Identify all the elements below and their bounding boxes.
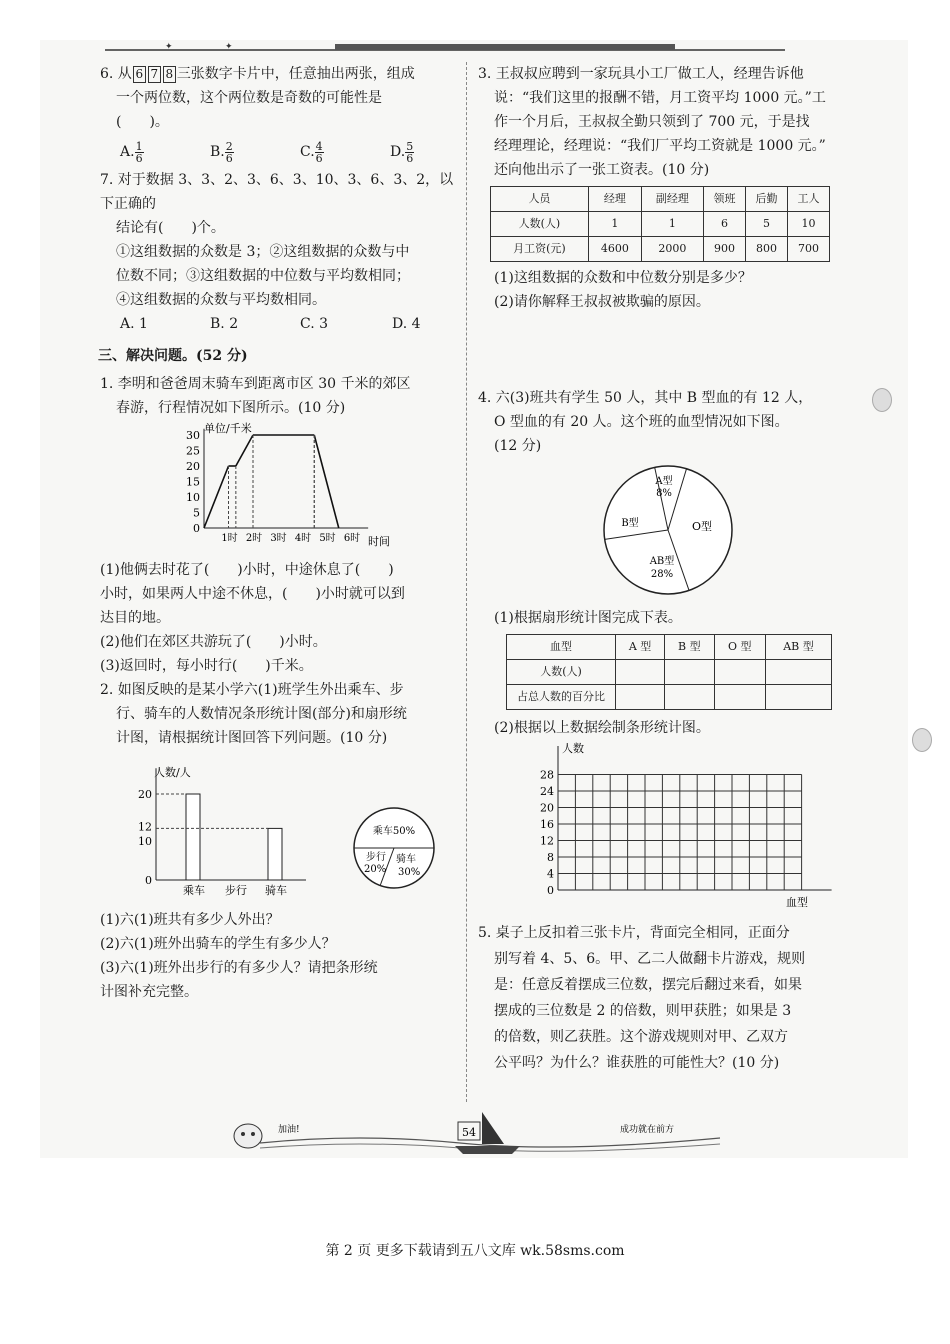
y-tick-label: 20 <box>138 788 152 801</box>
blood-table-header: 血型 A 型 B 型 O 型 AB 型 <box>507 635 832 660</box>
x-tick-label: 5时 <box>319 533 336 544</box>
q7-option-b[interactable]: B. 2 <box>210 316 239 332</box>
p3-line4: 经理理论，经理说：“我们厂平均工资就是 1000 元。” <box>494 138 826 154</box>
y-tick-label: 0 <box>193 522 200 535</box>
q6-option-c[interactable]: C. $\frac{4}{6}$ <box>300 139 323 165</box>
problem-2 <box>100 678 460 1004</box>
wage-table-row: 月工资(元) 4600 2000 900 800 700 <box>491 237 830 262</box>
p5-line1: 5. 桌子上反扣着三张卡片，背面完全相同，正面分 <box>478 925 790 941</box>
p3-line3: 作一个月后，王叔叔全勤只领到了 700 元，于是找 <box>494 114 810 130</box>
p1-sub1-end: 达目的地。 <box>100 610 170 626</box>
blood-type-bar-grid[interactable] <box>478 740 868 912</box>
digit-card-6: 6 <box>133 66 146 83</box>
question-7 <box>100 168 460 338</box>
column-divider <box>466 62 467 1102</box>
pie-label-walk-pct: 20% <box>364 864 387 875</box>
p2-sub3-cont: 计图补充完整。 <box>100 984 198 1000</box>
pie-label-bus: 乘车50% <box>372 826 416 837</box>
wage-table-header: 人员 经理 副经理 领班 后勤 工人 <box>491 187 830 212</box>
blood-table-row: 人数(人) <box>507 660 832 685</box>
digit-card-8: 8 <box>163 66 176 83</box>
pie-label-walk: 步行 <box>366 852 386 863</box>
section-3-heading: 三、解决问题。(52 分) <box>98 348 248 364</box>
pie-label-ab-pct: 28% <box>650 569 674 580</box>
p3-line2: 说：“我们这里的报酬不错，月工资平均 1000 元。”工 <box>494 90 826 106</box>
q6-option-b[interactable]: B. $\frac{2}{6}$ <box>210 139 233 165</box>
q7-line3: ①这组数据的众数是 3；②这组数据的众数与中 <box>116 244 410 260</box>
pie-label-b: B型 <box>621 518 639 529</box>
p5-line5: 的倍数，则乙获胜。这个游戏规则对甲、乙双方 <box>494 1029 788 1045</box>
p4-xlabel: 血型 <box>786 896 808 909</box>
download-footer: 第 2 页 更多下载请到五八文库 wk.58sms.com <box>325 1243 625 1259</box>
p1-sub1: (1)他俩去时花了( )小时，中途休息了( ) <box>100 562 394 578</box>
svg-text:✦: ✦ <box>225 42 233 52</box>
p5-line4: 摆成的三位数是 2 的倍数，则甲获胜；如果是 3 <box>494 1003 792 1019</box>
binder-hole <box>872 388 892 412</box>
pie-label-bike-pct: 30% <box>398 867 421 878</box>
x-tick-label: 3时 <box>270 533 287 544</box>
transport-charts <box>100 750 460 900</box>
q6-line2: 一个两位数，这个两位数是奇数的可能性是 <box>116 90 382 106</box>
q6-text-rest: 三张数字卡片中，任意抽出两张，组成 <box>176 66 415 82</box>
answer-space[interactable] <box>478 314 868 386</box>
p2-line3: 计图，请根据统计图回答下列问题。(10 分) <box>116 730 388 746</box>
problem-1 <box>100 372 460 678</box>
pie-label-a-pct: 8% <box>656 488 672 499</box>
p2-sub2: (2)六(1)班外出骑车的学生有多少人？ <box>100 936 336 952</box>
q6-line3: ( )。 <box>116 114 169 130</box>
y-tick-label: 28 <box>540 768 554 782</box>
y-tick-label: 4 <box>547 867 554 881</box>
pie-label-bike: 骑车 <box>396 854 416 865</box>
footer-right-text: 成功就在前方 <box>620 1125 675 1135</box>
p4-sub1: (1)根据扇形统计图完成下表。 <box>494 610 682 626</box>
x-tick-label: 6时 <box>343 533 361 544</box>
x-tick-label: 乘车 <box>183 884 205 897</box>
y-tick-label: 20 <box>540 801 554 815</box>
svg-text:✦: ✦ <box>165 42 173 52</box>
binder-hole <box>912 728 932 752</box>
p1-line1: 1. 李明和爸爸周末骑车到距离市区 30 千米的郊区 <box>100 376 411 392</box>
q7-line2: 结论有( )个。 <box>116 220 225 236</box>
q6-option-d[interactable]: D. $\frac{5}{6}$ <box>390 139 414 165</box>
x-tick-label: 骑车 <box>265 884 287 897</box>
q7-line1: 7. 对于数据 3、3、2、3、6、3、10、3、6、3、2，以下正确的 <box>100 172 454 212</box>
bar <box>186 794 200 880</box>
y-tick-label: 8 <box>547 851 554 864</box>
y-tick-label: 30 <box>186 429 200 442</box>
p1-sub3: (3)返回时，每小时行( )千米。 <box>100 658 313 674</box>
q7-option-d[interactable]: D. 4 <box>392 316 421 332</box>
y-tick-label: 25 <box>186 444 200 458</box>
q6-text-start: 6. 从 <box>100 66 132 82</box>
wage-table <box>490 186 830 262</box>
footer-decoration <box>220 1108 740 1158</box>
problem-4 <box>478 386 868 920</box>
x-tick-label: 4时 <box>294 533 312 544</box>
p2-line2: 行、骑车的人数情况条形统计图(部分)和扇形统 <box>116 706 407 722</box>
p4-line1: 4. 六(3)班共有学生 50 人，其中 B 型血的有 12 人， <box>478 390 813 406</box>
travel-line-chart <box>100 420 460 550</box>
page-number: 54 <box>462 1126 476 1139</box>
p4-ylabel: 人数 <box>562 742 584 755</box>
p1-ylabel: 单位/千米 <box>204 422 252 435</box>
p5-line6: 公平吗？为什么？谁获胜的可能性大？(10 分) <box>494 1055 780 1071</box>
travel-segment <box>314 435 339 528</box>
pie-label-o: O型 <box>691 520 713 533</box>
q7-line4: 位数不同；③这组数据的中位数与平均数相同； <box>116 268 410 284</box>
p3-sub1: (1)这组数据的众数和中位数分别是多少？ <box>494 270 752 286</box>
y-tick-label: 20 <box>186 460 200 473</box>
q7-options <box>100 312 460 338</box>
p1-sub1-cont: 小时，如果两人中途不休息，( )小时就可以到 <box>100 586 405 602</box>
p4-sub2: (2)根据以上数据绘制条形统计图。 <box>494 720 710 736</box>
bar <box>268 828 282 880</box>
p1-sub2: (2)他们在郊区共游玩了( )小时。 <box>100 634 327 650</box>
y-tick-label: 16 <box>540 818 554 831</box>
x-tick-label: 1时 <box>221 533 238 544</box>
p3-line1: 3. 王叔叔应聘到一家玩具小工厂做工人，经理告诉他 <box>478 66 804 82</box>
x-tick-label: 步行 <box>225 884 247 897</box>
mascot-icon <box>234 1124 262 1148</box>
pie-label-ab: AB型 <box>649 556 675 567</box>
blood-type-table <box>506 634 832 710</box>
y-tick-label: 12 <box>540 834 554 848</box>
y-tick-label: 15 <box>186 475 200 489</box>
y-tick-label: 24 <box>540 785 554 798</box>
travel-segment <box>236 435 253 466</box>
p3-line5: 还向他出示了一张工资表。(10 分) <box>494 162 710 178</box>
footer-left-text: 加油! <box>278 1125 300 1135</box>
q7-line5: ④这组数据的众数与平均数相同。 <box>116 292 326 308</box>
y-tick-label: 12 <box>138 820 152 834</box>
y-tick-label: 0 <box>145 874 152 887</box>
y-tick-label: 10 <box>138 835 152 848</box>
p1-line2: 春游，行程情况如下图所示。(10 分) <box>116 400 346 416</box>
y-tick-label: 0 <box>547 884 554 897</box>
p5-line3: 是：任意反着摆成三位数，摆完后翻过来看，如果 <box>494 977 802 993</box>
y-tick-label: 5 <box>193 506 200 520</box>
travel-segment <box>204 466 229 528</box>
question-6 <box>100 62 460 168</box>
right-column <box>478 62 868 1076</box>
pie-label-a: A型 <box>655 476 673 487</box>
x-tick-label: 2时 <box>245 533 263 544</box>
p2-ylabel: 人数/人 <box>154 766 191 779</box>
q7-option-a[interactable]: A. 1 <box>120 316 148 332</box>
problem-5 <box>478 920 868 1076</box>
p3-sub2: (2)请你解释王叔叔被欺骗的原因。 <box>494 294 710 310</box>
top-decoration <box>105 42 785 54</box>
left-column <box>100 62 460 1004</box>
p4-line2: O 型血的有 20 人。这个班的血型情况如下图。 <box>494 414 789 430</box>
p2-sub3: (3)六(1)班外出步行的有多少人？请把条形统 <box>100 960 378 976</box>
blood-type-pie <box>478 458 868 598</box>
q6-options <box>100 134 460 168</box>
q6-option-a[interactable]: A. $\frac{1}{6}$ <box>120 139 143 165</box>
blood-table-row: 占总人数的百分比 <box>507 685 832 710</box>
p1-xlabel: 时间 <box>368 535 390 548</box>
q7-option-c[interactable]: C. 3 <box>300 316 329 332</box>
y-tick-label: 10 <box>186 491 200 504</box>
wage-table-row: 人数(人) 1 1 6 5 10 <box>491 212 830 237</box>
p2-sub1: (1)六(1)班共有多少人外出？ <box>100 912 280 928</box>
problem-3 <box>478 62 868 314</box>
p2-line1: 2. 如图反映的是某小学六(1)班学生外出乘车、步 <box>100 682 404 698</box>
digit-card-7: 7 <box>148 66 161 83</box>
p4-line3: (12 分) <box>494 438 542 454</box>
p5-line2: 别写着 4、5、6。甲、乙二人做翻卡片游戏，规则 <box>494 951 806 967</box>
